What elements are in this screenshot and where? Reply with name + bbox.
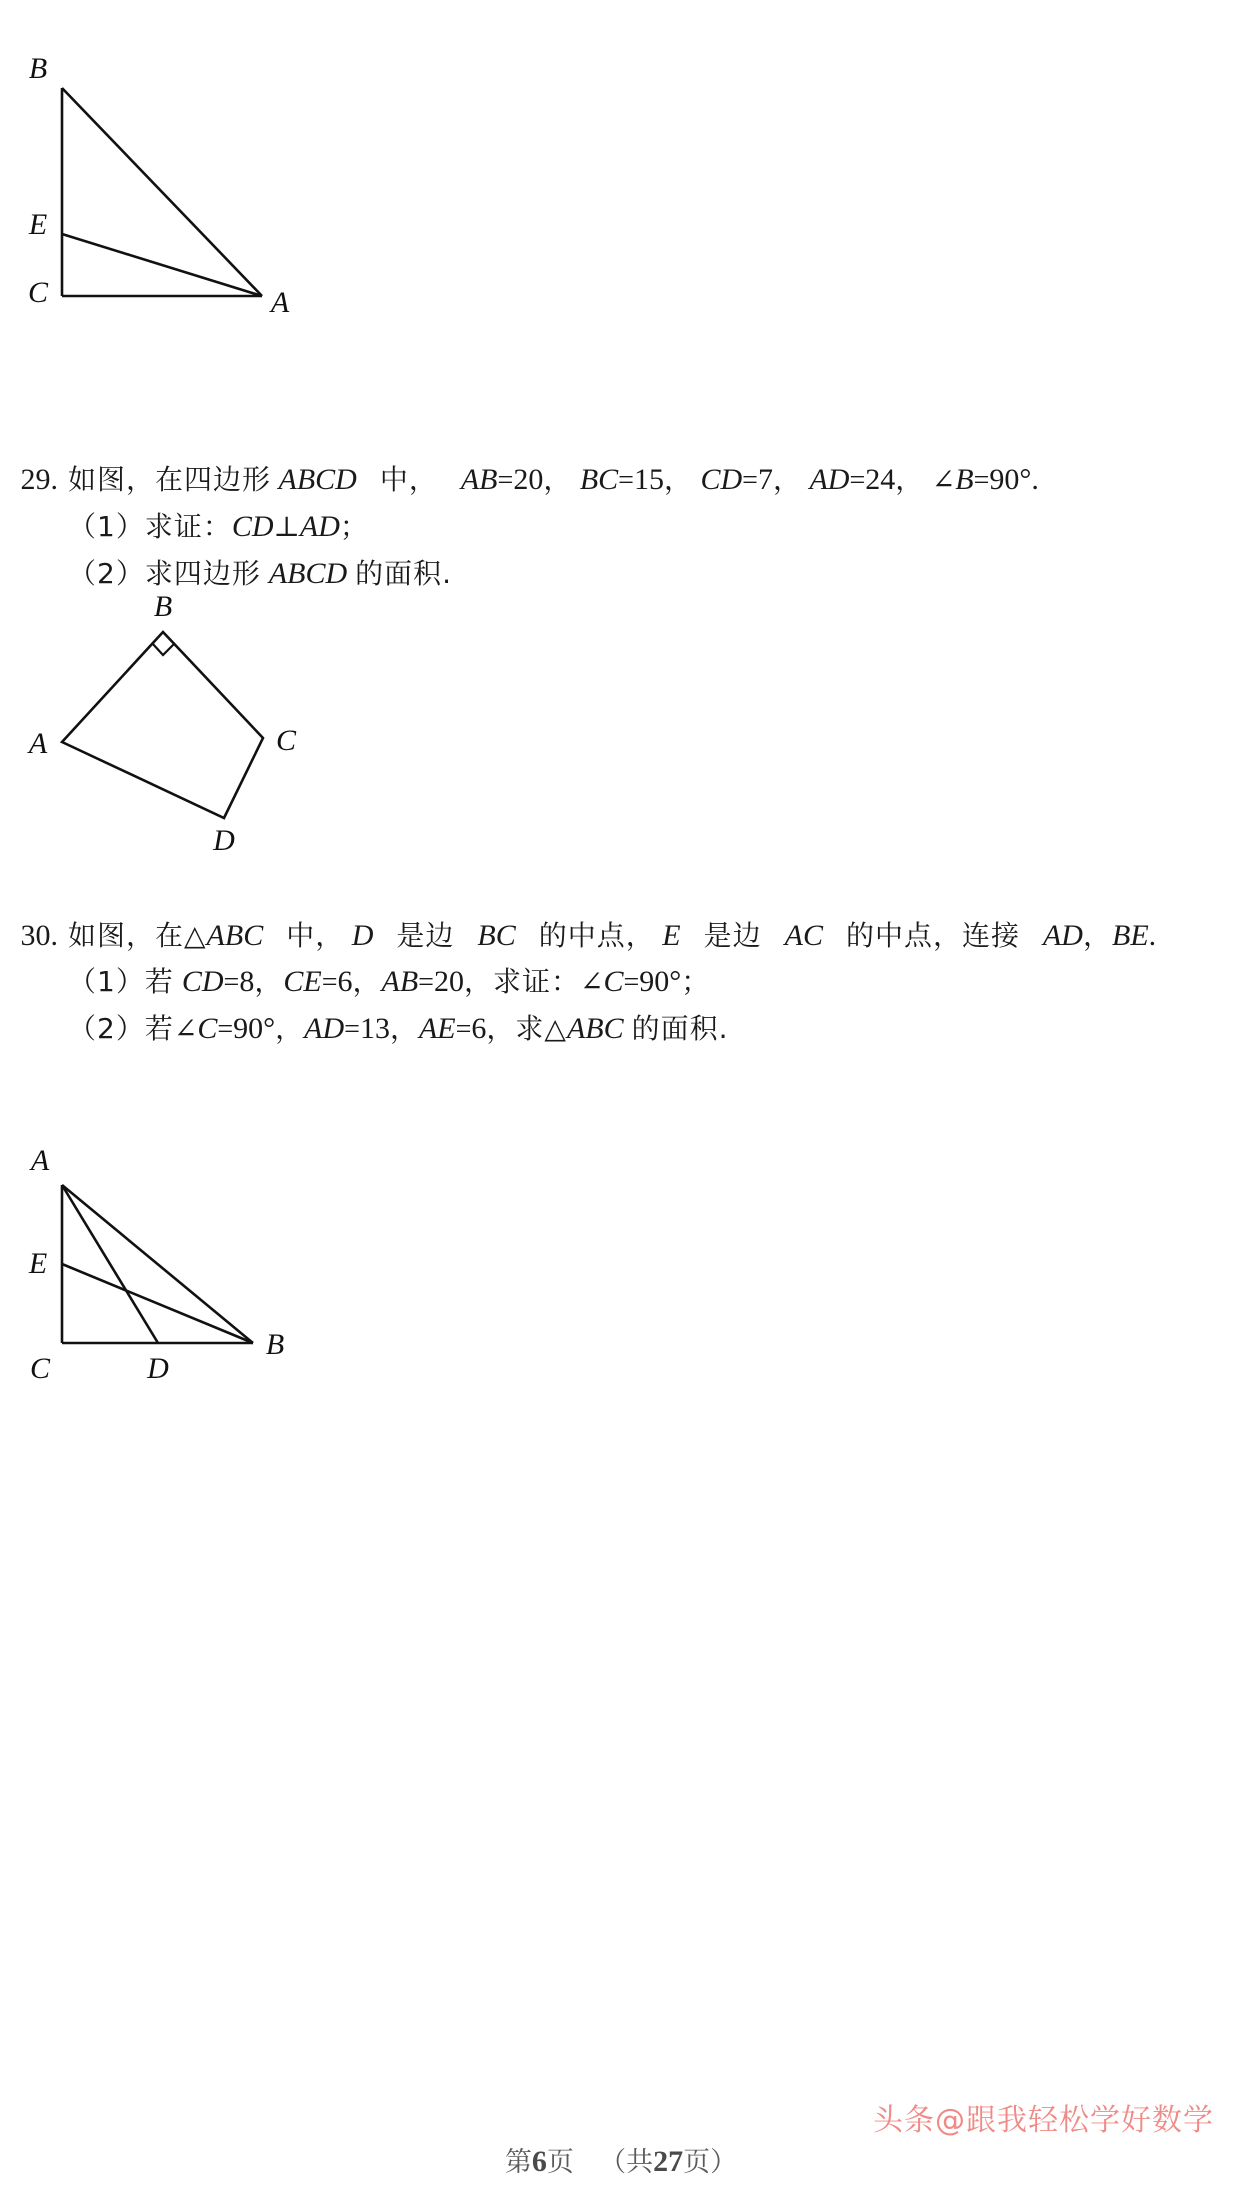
given-BC-eq: = [618, 465, 634, 496]
p30-given-CE-name: CE [283, 965, 322, 998]
segment-EB [62, 1264, 253, 1343]
p30-given-AD-eq: = [344, 1014, 360, 1045]
watermark-text: 头条@跟我轻松学好数学 [873, 2103, 1214, 2138]
stem30-seg-AD: AD [1042, 919, 1083, 952]
p30-given-AE-value: 6 [471, 1012, 487, 1045]
problem-30-stem-body [68, 913, 1156, 959]
p30-part2-angle-name: C [197, 1012, 218, 1045]
p30-given-AB-name: AB [381, 965, 419, 998]
stem30-side-AC: AC [784, 919, 823, 952]
part2-marker: （2） [68, 557, 145, 590]
stem30-point-E: E [662, 919, 681, 952]
segment-AD [62, 1185, 158, 1343]
figure3-label-D: D [147, 1352, 169, 1385]
p30-given-CE-sep: ， [352, 965, 382, 998]
footer-page-unit: 页 [546, 2147, 574, 2178]
stem30-side-BC: BC [477, 919, 516, 952]
part1-marker: （1） [68, 510, 145, 543]
given-BC-value: 15 [633, 463, 664, 496]
p30-given-CD-eq: = [223, 967, 240, 998]
footer-total-suffix: 页） [683, 2147, 738, 2178]
p30-given-AD-sep: ， [389, 1012, 419, 1045]
p30-given-AB-sep: ， [463, 965, 493, 998]
stem30-tri-name: ABC [206, 919, 264, 952]
given-AB-eq: = [497, 465, 514, 496]
angle-name-B: B [955, 463, 974, 496]
p30-part2-ask: 求△ [515, 1012, 567, 1045]
figure-triangle-abc-with-e [0, 40, 340, 340]
part1-suffix: ； [339, 510, 369, 543]
p30-given-AE-name: AE [418, 1012, 456, 1045]
stem-intro: 如图，在四边形 [68, 463, 272, 496]
stem30-comma: ， [1082, 919, 1112, 952]
given-CD-name: CD [700, 463, 743, 496]
figure2-label-B: B [153, 590, 173, 623]
given-AD-eq: = [849, 465, 866, 496]
figure1-label-C: C [27, 276, 49, 309]
part2-quad-name: ABCD [268, 557, 348, 590]
given-AB-name: AB [460, 463, 498, 496]
figure2-label-A: A [28, 727, 48, 760]
p30-given-AE-sep: ， [486, 1012, 516, 1045]
p30-given-AD-name: AD [304, 1012, 345, 1045]
p30-part1-angle-icon: ∠ [579, 967, 604, 998]
p30-given-CD-sep: ， [254, 965, 284, 998]
problem-30-part-1 [0, 959, 1242, 1006]
given-AD-value: 24 [865, 463, 896, 496]
footer-page-indicator [0, 2140, 1242, 2179]
stem-period: . [1031, 463, 1039, 496]
problem-29-number: 29. [20, 463, 58, 496]
p30-part1-angle-eq: = [623, 967, 640, 998]
p30-given-CE-value: 6 [337, 965, 353, 998]
stem30-seg-BE: BE [1112, 919, 1149, 952]
perpendicular-icon: ⊥ [273, 512, 300, 543]
angle-symbol-icon: ∠ [931, 465, 956, 496]
stem30-intro: 如图，在△ [68, 919, 207, 952]
stem-zhong: 中， [379, 463, 438, 496]
footer-total-prefix: （共 [599, 2147, 654, 2178]
p30-part1-marker: （1） [68, 965, 145, 998]
given-CD-sep: ， [772, 463, 802, 496]
given-AB-sep: ， [543, 463, 573, 496]
given-AD-sep: ， [895, 463, 925, 496]
p30-given-CE-eq: = [321, 967, 338, 998]
problem-30-number: 30. [20, 919, 58, 952]
figure-triangle-abc-medians [0, 1060, 340, 1385]
problem-30 [0, 913, 1242, 1053]
angle-value: 90° [989, 463, 1032, 496]
problem-29 [0, 457, 1242, 597]
quadrilateral-outline [62, 632, 263, 818]
footer-total-number: 27 [653, 2145, 684, 2178]
figure3-label-B: B [265, 1328, 285, 1361]
figure3-label-E: E [28, 1247, 48, 1280]
p30-given-CD-name: CD [181, 965, 224, 998]
given-AD-name: AD [809, 463, 850, 496]
problem-29-stem [0, 457, 1242, 504]
given-CD-eq: = [742, 465, 758, 496]
figure1-label-E: E [28, 208, 48, 241]
problem-29-part-1 [0, 504, 1242, 551]
segment-AB [62, 1185, 253, 1343]
part1-seg1: CD [231, 510, 274, 543]
part2-prefix: 求四边形 [144, 557, 261, 590]
figure2-label-D: D [213, 824, 235, 857]
p30-part1-prefix: 若 [144, 965, 174, 998]
p30-part2-angle-value: 90° [233, 1012, 276, 1045]
stem30-text-E: 是边 [703, 919, 762, 952]
part1-prefix: 求证： [144, 510, 232, 543]
figure1-label-B: B [28, 52, 48, 85]
p30-given-AB-value: 20 [433, 965, 464, 998]
stem-quad-name: ABCD [278, 463, 357, 496]
p30-part2-tri-name: ABC [566, 1012, 624, 1045]
footer-page-prefix: 第 [504, 2147, 532, 2178]
p30-part2-angle-icon: ∠ [173, 1014, 198, 1045]
p30-part2-angle-eq: = [217, 1014, 234, 1045]
stem30-mid-E: 的中点，连接 [845, 919, 1020, 952]
part1-seg2: AD [299, 510, 340, 543]
p30-given-AE-eq: = [455, 1014, 472, 1045]
footer-page-number: 6 [531, 2145, 547, 2178]
figure2-label-C: C [275, 724, 297, 757]
figure1-label-A: A [270, 286, 290, 319]
p30-part1-ask: 求证： [492, 965, 580, 998]
p30-given-CD-value: 8 [239, 965, 255, 998]
figure3-label-A: A [30, 1144, 50, 1177]
given-CD-value: 7 [757, 463, 773, 496]
figure3-label-C: C [29, 1352, 51, 1385]
p30-part2-suffix: 的面积. [631, 1012, 729, 1045]
given-BC-sep: ， [663, 463, 693, 496]
p30-part2-prefix: 若 [144, 1012, 174, 1045]
problem-30-part-2 [0, 1006, 1242, 1053]
figure-quadrilateral-abcd [0, 590, 360, 870]
p30-part2-comma: ， [275, 1012, 305, 1045]
stem30-text-D: 是边 [396, 919, 455, 952]
given-BC-name: BC [579, 463, 619, 496]
problem-29-stem-body [68, 457, 1039, 504]
p30-part1-suffix: ； [681, 965, 711, 998]
p30-part1-angle-value: 90° [639, 965, 682, 998]
angle-eq: = [973, 465, 990, 496]
stem30-period: . [1148, 919, 1157, 952]
stem30-point-D: D [351, 919, 374, 952]
problem-30-stem [0, 913, 1242, 959]
stem30-mid-D: 的中点， [538, 919, 655, 952]
part2-suffix: 的面积. [355, 557, 453, 590]
p30-part1-angle-name: C [603, 965, 624, 998]
p30-given-AD-value: 13 [359, 1012, 390, 1045]
given-AB-value: 20 [513, 463, 544, 496]
p30-part2-marker: （2） [68, 1012, 145, 1045]
right-angle-mark-at-B [152, 643, 175, 655]
p30-given-AB-eq: = [418, 967, 434, 998]
stem30-zhong: 中， [286, 919, 345, 952]
